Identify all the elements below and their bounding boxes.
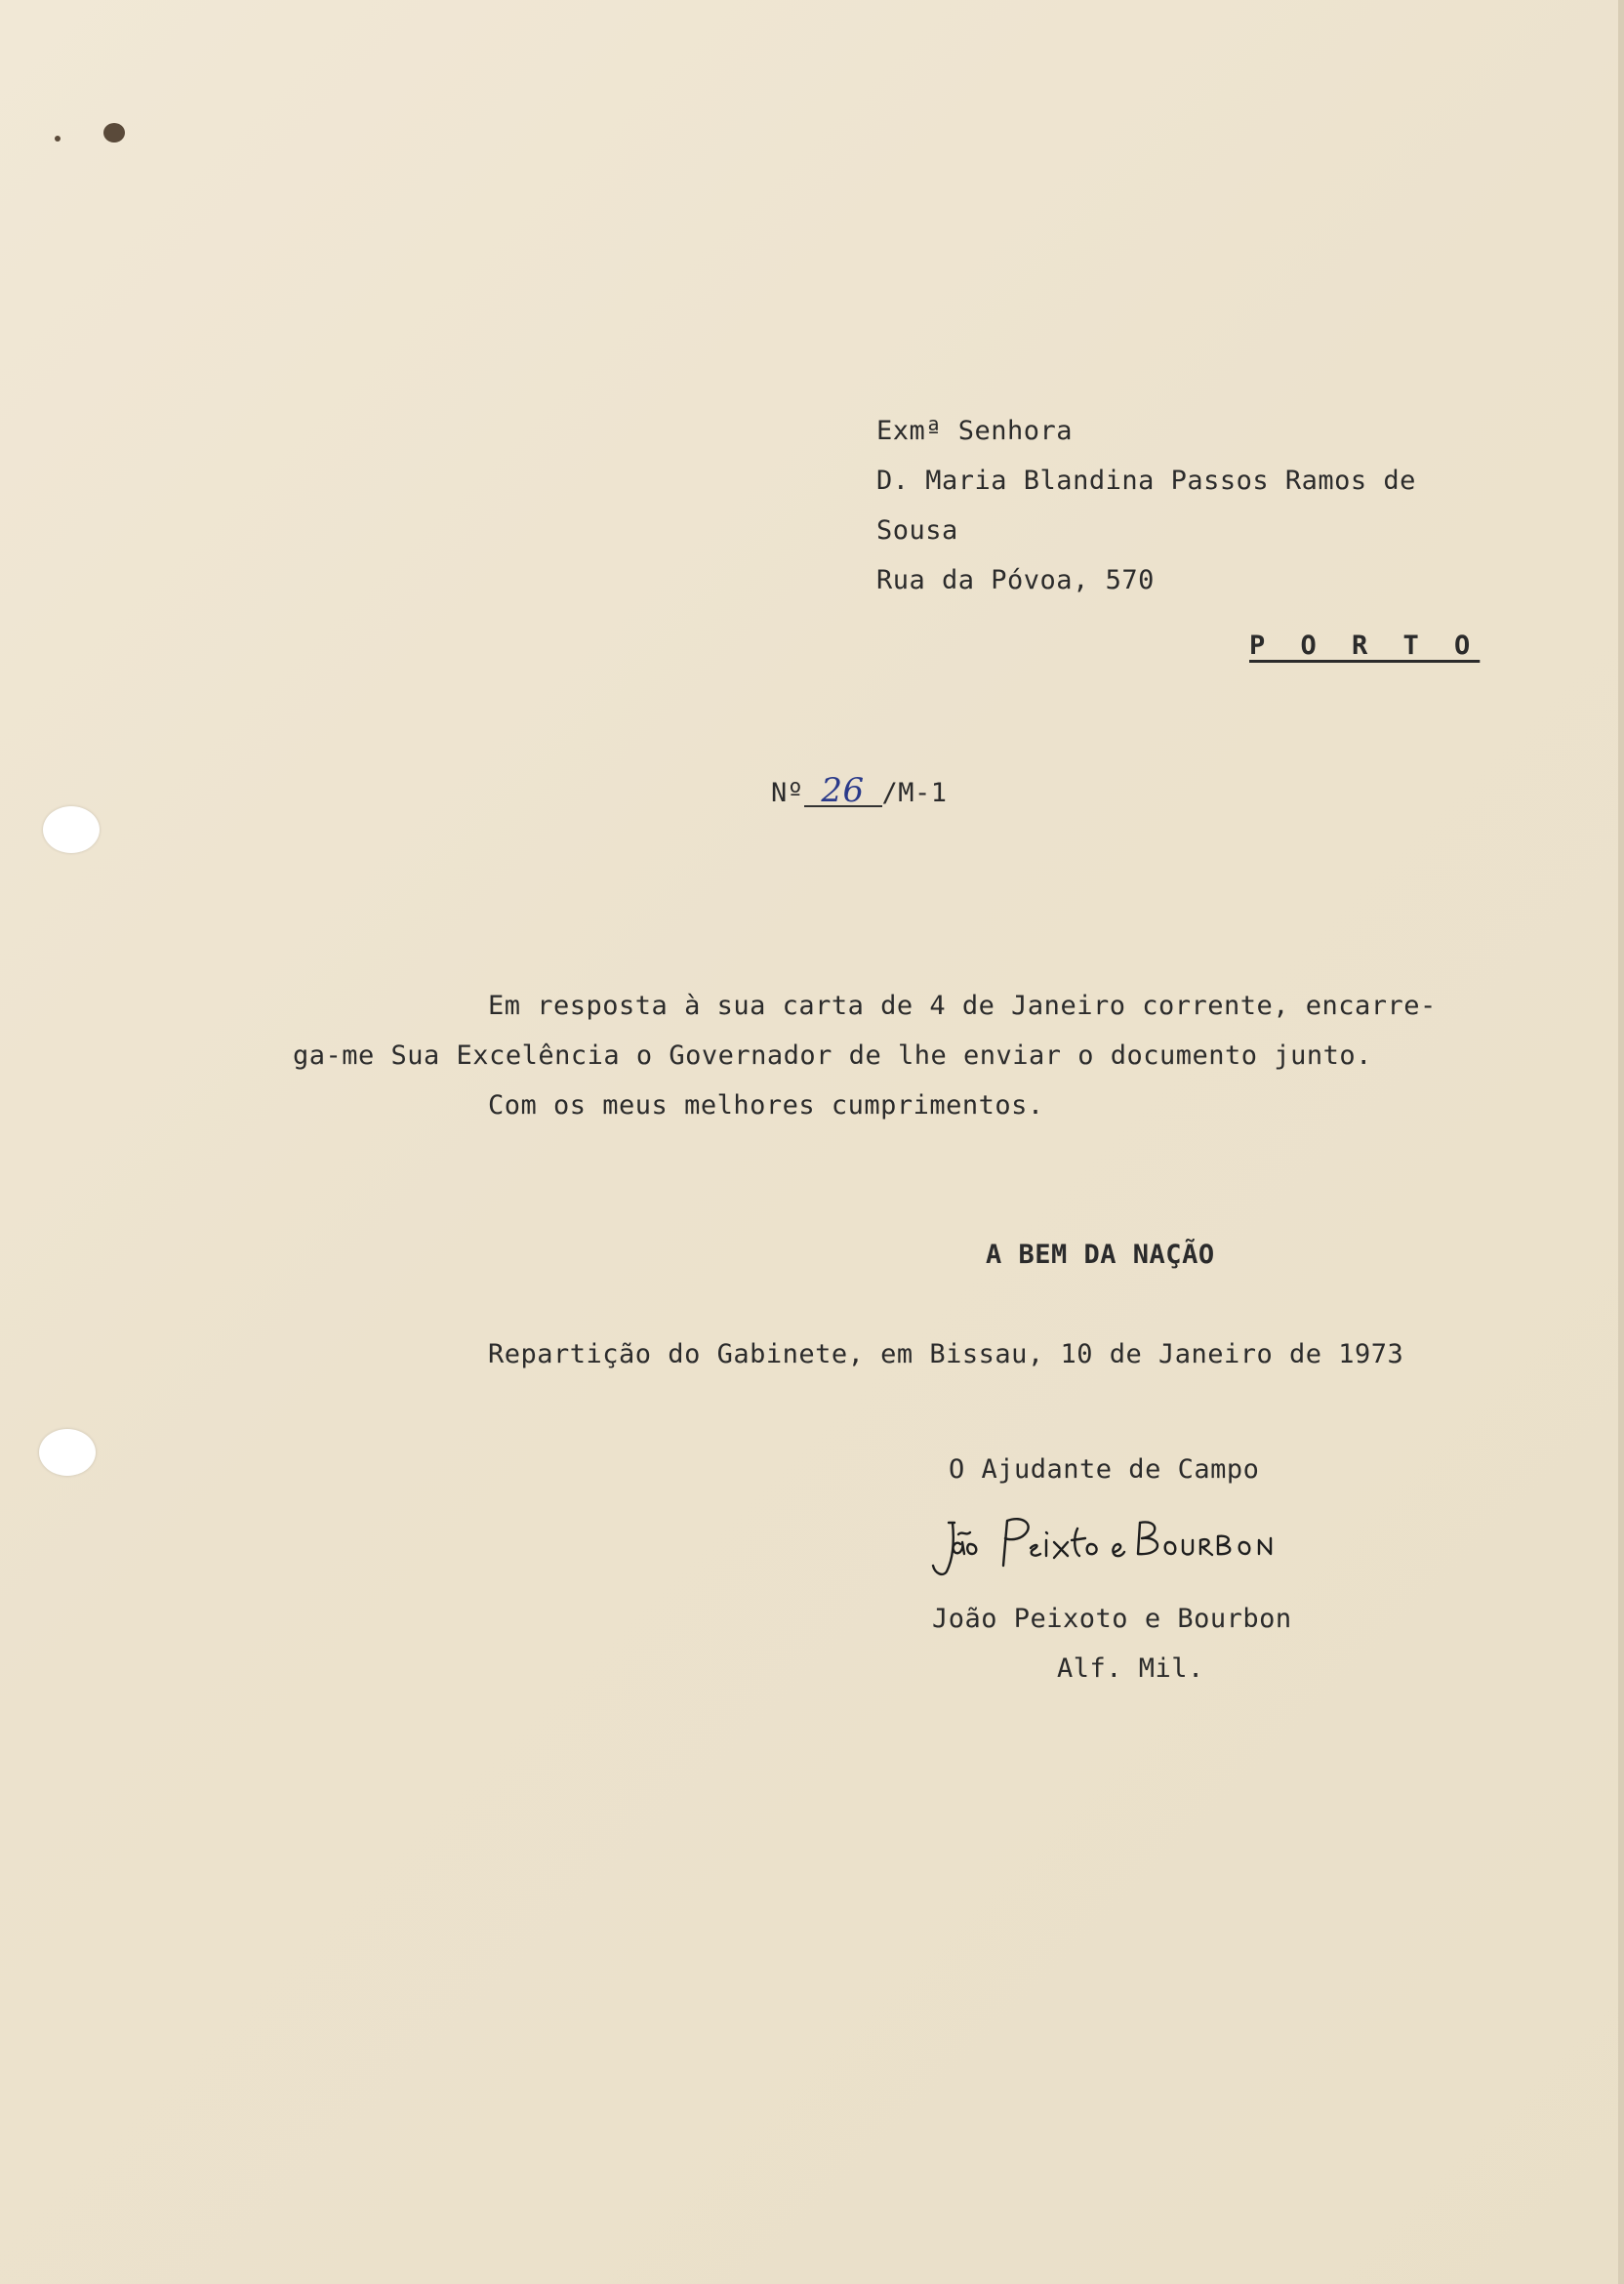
motto: A BEM DA NAÇÃO <box>986 1240 1215 1270</box>
address-salutation: Exmª Senhora <box>876 416 1074 446</box>
signer-rank: Alf. Mil. <box>1057 1653 1204 1684</box>
address-name-line2: Sousa <box>876 515 958 546</box>
reference-prefix: Nº <box>771 778 804 808</box>
signer-role: O Ajudante de Campo <box>949 1454 1260 1485</box>
punch-hole-top <box>43 806 100 853</box>
body-line-3: Com os meus melhores cumprimentos. <box>488 1090 1044 1121</box>
ink-stain <box>103 123 125 143</box>
page-edge <box>1618 0 1624 2284</box>
ink-dot <box>55 136 61 142</box>
address-city: P O R T O <box>1249 631 1481 661</box>
address-name-line1: D. Maria Blandina Passos Ramos de <box>876 466 1416 496</box>
signer-name: João Peixoto e Bourbon <box>932 1604 1292 1634</box>
address-street: Rua da Póvoa, 570 <box>876 565 1155 595</box>
reference-number <box>771 771 948 810</box>
handwritten-signature <box>927 1493 1298 1581</box>
body-line-1: Em resposta à sua carta de 4 de Janeiro corrente, encarre- <box>488 991 1437 1021</box>
reference-suffix: /M-1 <box>881 778 948 808</box>
body-line-2: ga-me Sua Excelência o Governador de lhe enviar o documento junto. <box>293 1040 1372 1071</box>
place-date: Repartição do Gabinete, em Bissau, 10 de Janeiro de 1973 <box>488 1339 1404 1369</box>
punch-hole-bottom <box>39 1429 96 1476</box>
reference-handwritten-number: 26 <box>804 776 882 807</box>
